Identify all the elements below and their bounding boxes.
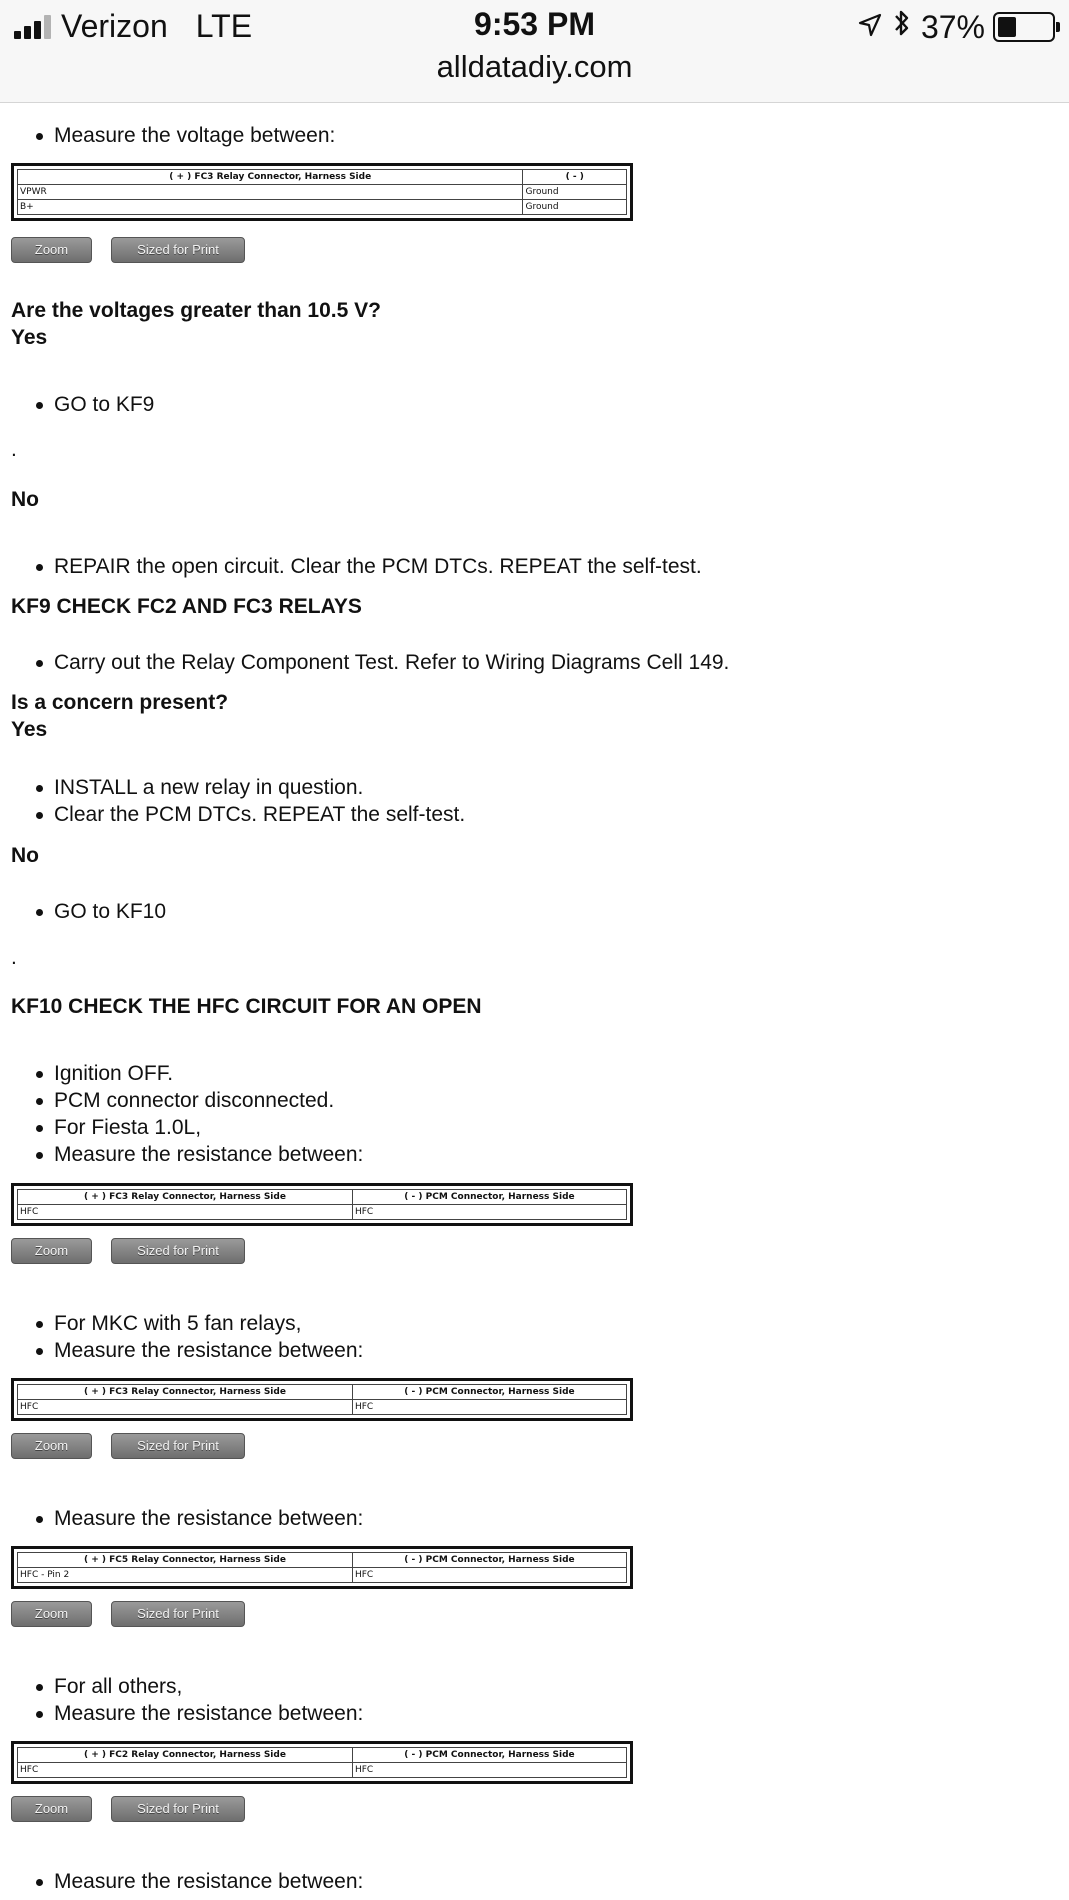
table-cell: Ground xyxy=(523,200,627,215)
table-cell: HFC xyxy=(352,1400,626,1415)
answer-yes-label: Yes xyxy=(11,326,48,349)
bullet-list xyxy=(11,1310,363,1364)
list-item: Carry out the Relay Component Test. Refer to Wiring Diagrams Cell 149. xyxy=(11,649,729,676)
list-item: REPAIR the open circuit. Clear the PCM DTCs. REPEAT the self-test. xyxy=(11,553,702,580)
spec-table xyxy=(11,1378,633,1421)
table-row xyxy=(18,185,627,200)
spec-table xyxy=(11,1183,633,1226)
list-item: Measure the resistance between: xyxy=(11,1505,363,1532)
table-row xyxy=(18,1763,627,1778)
bullet-list xyxy=(11,122,335,149)
sized-for-print-button[interactable]: Sized for Print xyxy=(111,1238,245,1264)
list-item: GO to KF10 xyxy=(11,898,166,925)
section-heading-kf10: KF10 CHECK THE HFC CIRCUIT FOR AN OPEN xyxy=(11,995,482,1018)
table-header: ( + ) FC3 Relay Connector, Harness Side xyxy=(18,1385,353,1400)
table-header: ( - ) PCM Connector, Harness Side xyxy=(352,1748,626,1763)
bullet-list xyxy=(11,649,729,676)
bullet-list xyxy=(11,774,465,828)
table-cell: HFC xyxy=(352,1763,626,1778)
table-header: ( - ) xyxy=(523,170,627,185)
table-row xyxy=(18,1568,627,1583)
bullet-list xyxy=(11,1673,363,1727)
separator-dot: . xyxy=(11,946,17,969)
table-cell: HFC xyxy=(18,1400,353,1415)
table-actions xyxy=(11,1796,245,1822)
table-cell: HFC xyxy=(352,1568,626,1583)
answer-no-label: No xyxy=(11,488,39,511)
table-cell: HFC - Pin 2 xyxy=(18,1568,353,1583)
bullet-list xyxy=(11,391,154,418)
list-item: For all others, xyxy=(11,1673,363,1700)
table-row xyxy=(18,1205,627,1220)
list-item: For Fiesta 1.0L, xyxy=(11,1114,363,1141)
answer-yes-label: Yes xyxy=(11,718,48,741)
answer-no-label: No xyxy=(11,844,39,867)
table-cell: HFC xyxy=(18,1205,353,1220)
list-item: Measure the resistance between: xyxy=(11,1868,363,1895)
list-item: Measure the voltage between: xyxy=(11,122,335,149)
list-item: Ignition OFF. xyxy=(11,1060,363,1087)
table-header: ( + ) FC2 Relay Connector, Harness Side xyxy=(18,1748,353,1763)
table-actions xyxy=(11,237,245,263)
list-item: Measure the resistance between: xyxy=(11,1337,363,1364)
table-cell: HFC xyxy=(18,1763,353,1778)
table-header: ( + ) FC3 Relay Connector, Harness Side xyxy=(18,1190,353,1205)
list-item: PCM connector disconnected. xyxy=(11,1087,363,1114)
spec-table xyxy=(11,163,633,221)
list-item: Clear the PCM DTCs. REPEAT the self-test. xyxy=(11,801,465,828)
table-cell: HFC xyxy=(352,1205,626,1220)
list-item: Measure the resistance between: xyxy=(11,1700,363,1727)
status-right xyxy=(857,8,1055,46)
zoom-button[interactable]: Zoom xyxy=(11,237,92,263)
table-header: ( - ) PCM Connector, Harness Side xyxy=(352,1385,626,1400)
list-item: GO to KF9 xyxy=(11,391,154,418)
bullet-list xyxy=(11,898,166,925)
table-cell: B+ xyxy=(18,200,523,215)
battery-icon xyxy=(993,12,1055,42)
sized-for-print-button[interactable]: Sized for Print xyxy=(111,1601,245,1627)
table-row xyxy=(18,1400,627,1415)
list-item: INSTALL a new relay in question. xyxy=(11,774,465,801)
question-heading: Are the voltages greater than 10.5 V? xyxy=(11,299,381,322)
table-header: ( + ) FC5 Relay Connector, Harness Side xyxy=(18,1553,353,1568)
table-row xyxy=(18,200,627,215)
address-bar[interactable]: alldatadiy.com xyxy=(436,49,633,84)
section-heading-kf9: KF9 CHECK FC2 AND FC3 RELAYS xyxy=(11,595,362,618)
network-type: LTE xyxy=(195,8,253,44)
table-actions xyxy=(11,1601,245,1627)
separator-dot: . xyxy=(11,438,17,461)
spec-table xyxy=(11,1546,633,1589)
zoom-button[interactable]: Zoom xyxy=(11,1433,92,1459)
table-header: ( + ) FC3 Relay Connector, Harness Side xyxy=(18,170,523,185)
list-item: Measure the resistance between: xyxy=(11,1141,363,1168)
table-header: ( - ) PCM Connector, Harness Side xyxy=(352,1553,626,1568)
zoom-button[interactable]: Zoom xyxy=(11,1601,92,1627)
list-item: For MKC with 5 fan relays, xyxy=(11,1310,363,1337)
bullet-list xyxy=(11,553,702,580)
battery-percent: 37% xyxy=(920,8,985,45)
table-actions xyxy=(11,1433,245,1459)
clock: 9:53 PM xyxy=(474,6,595,42)
spec-table xyxy=(11,1741,633,1784)
zoom-button[interactable]: Zoom xyxy=(11,1238,92,1264)
sized-for-print-button[interactable]: Sized for Print xyxy=(111,1796,245,1822)
bullet-list xyxy=(11,1060,363,1168)
zoom-button[interactable]: Zoom xyxy=(11,1796,92,1822)
bullet-list xyxy=(11,1505,363,1532)
status-bar xyxy=(0,0,1069,103)
carrier-name: Verizon xyxy=(61,8,168,44)
sized-for-print-button[interactable]: Sized for Print xyxy=(111,237,245,263)
table-cell: Ground xyxy=(523,185,627,200)
table-cell: VPWR xyxy=(18,185,523,200)
table-actions xyxy=(11,1238,245,1264)
bullet-list xyxy=(11,1868,363,1895)
bluetooth-icon xyxy=(893,8,911,46)
sized-for-print-button[interactable]: Sized for Print xyxy=(111,1433,245,1459)
location-arrow-icon xyxy=(857,9,883,46)
table-header: ( - ) PCM Connector, Harness Side xyxy=(352,1190,626,1205)
question-heading: Is a concern present? xyxy=(11,691,229,714)
